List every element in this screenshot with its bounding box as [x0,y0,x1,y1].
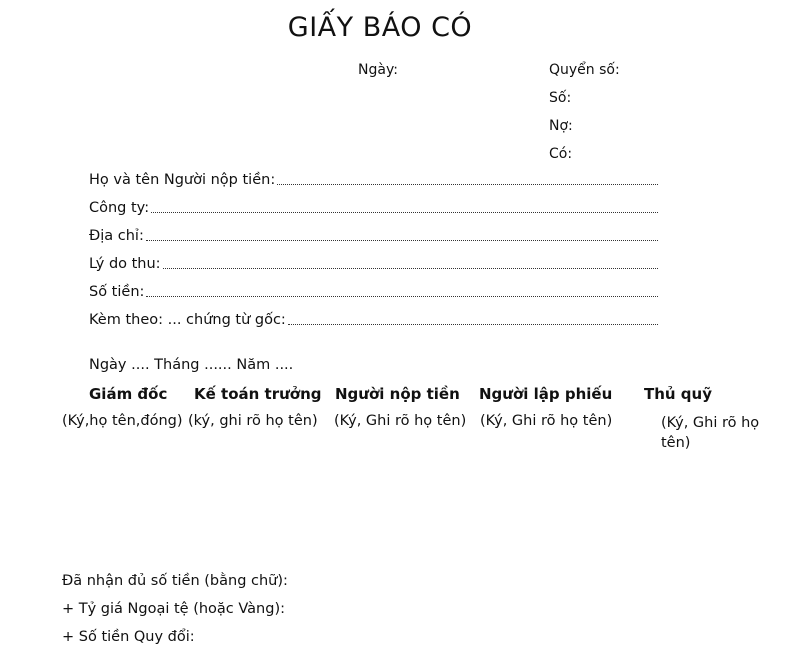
signature-header-director: Giám đốc [89,385,168,403]
reason-dotted-line [163,256,658,269]
attachments-dotted-line [288,312,658,325]
signature-header-preparer: Người lập phiếu [479,385,613,403]
company-label: Công ty: [89,200,150,216]
attachments-label: Kèm theo: ... chứng từ gốc: [89,312,286,328]
payer-name-label: Họ và tên Người nộp tiền: [89,172,276,188]
address-label: Địa chỉ: [89,228,144,244]
exchange-rate-line: + Tỷ giá Ngoại tệ (hoặc Vàng): [62,601,285,617]
document-title: GIẤY BÁO CÓ [287,12,473,43]
signing-date-line: Ngày .... Tháng ...... Năm .... [89,357,294,373]
signature-header-chief-accountant: Kế toán trưởng [194,385,322,403]
credit-label: Có: [549,146,573,162]
signature-header-cashier: Thủ quỹ [644,385,713,403]
book-number-label: Quyển số: [549,62,620,78]
payer-name-dotted-line [277,172,658,185]
date-label: Ngày: [358,62,398,78]
amount-dotted-line [146,284,658,297]
reason-field [89,256,658,272]
signature-note-chief-accountant: (ký, ghi rõ họ tên) [188,413,318,429]
signature-note-payer: (Ký, Ghi rõ họ tên) [334,413,467,429]
address-dotted-line [146,228,658,241]
company-field [89,200,658,216]
address-field [89,228,658,244]
amount-field [89,284,658,300]
company-dotted-line [151,200,658,213]
reason-label: Lý do thu: [89,256,161,272]
attachments-field [89,312,658,328]
debit-label: Nợ: [549,118,573,134]
payer-name-field [89,172,658,188]
converted-amount-line: + Số tiền Quy đổi: [62,629,195,645]
amount-label: Số tiền: [89,284,145,300]
signature-header-payer: Người nộp tiền [335,385,460,403]
number-label: Số: [549,90,572,106]
signature-note-director: (Ký,họ tên,đóng) [62,413,183,429]
signature-note-cashier: (Ký, Ghi rõ họ tên) [661,415,760,451]
signature-note-preparer: (Ký, Ghi rõ họ tên) [480,413,613,429]
amount-in-words-line: Đã nhận đủ số tiền (bằng chữ): [62,573,288,589]
